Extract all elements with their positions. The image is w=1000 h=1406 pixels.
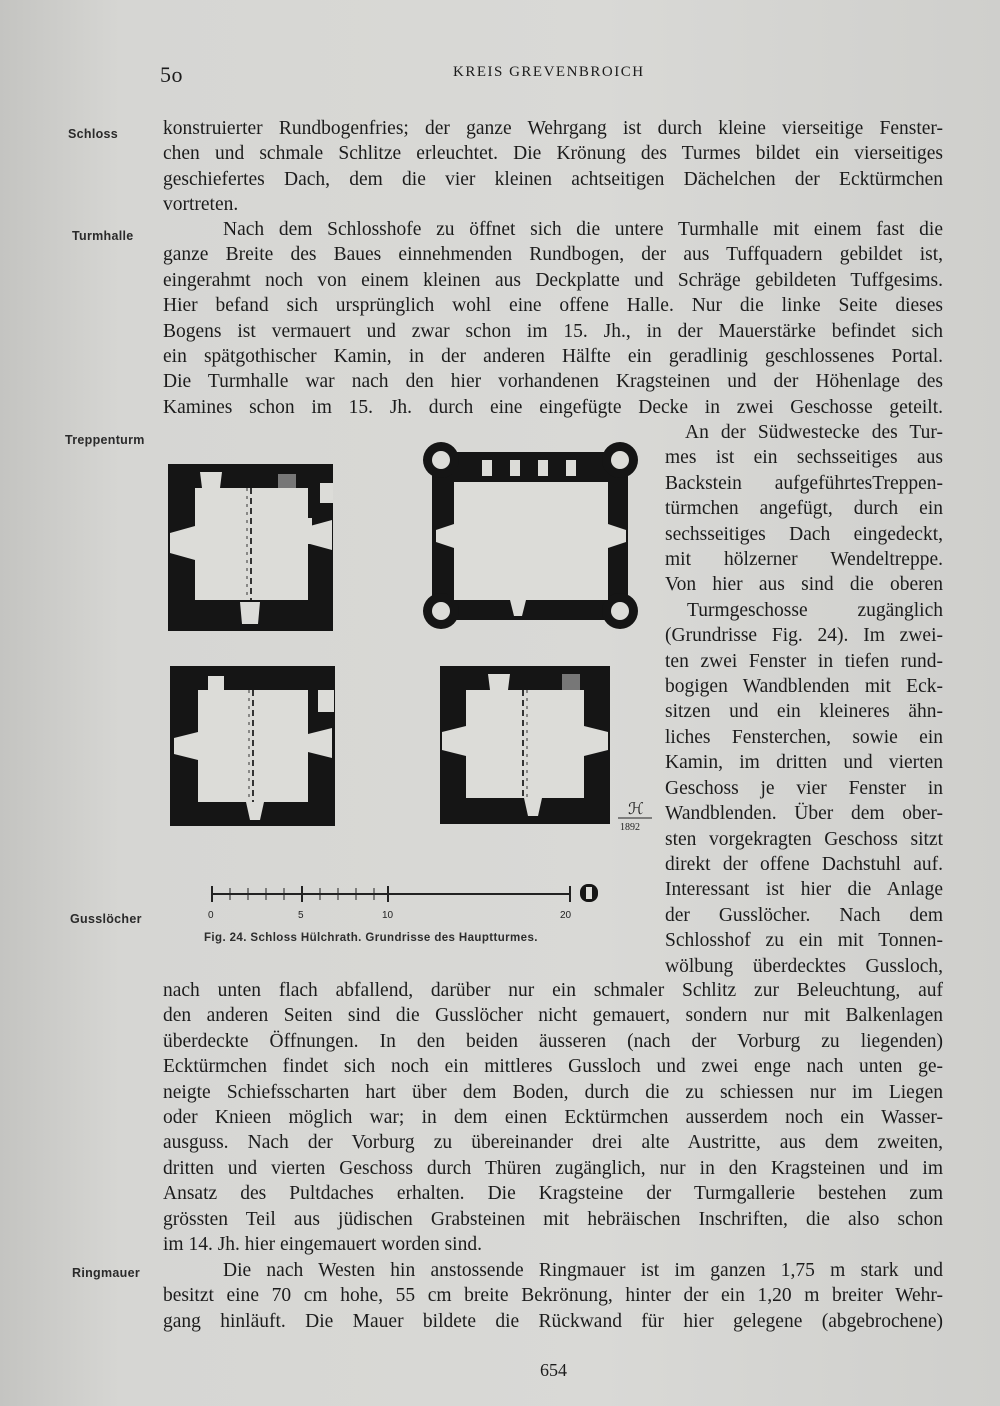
text-line: Kamin, im dritten und vierten xyxy=(665,752,943,774)
text-line: Die nach Westen hin anstossende Ringmauer ist im ganzen 1,75 m stark und xyxy=(223,1260,943,1281)
text-line: Die Turmhalle war nach den hier vorhandenen Kragsteinen und der Höhenlage des xyxy=(163,371,943,393)
text-line: (Grundrisse Fig. 24). Im zwei- xyxy=(665,625,943,647)
floor-plans-drawing xyxy=(160,438,660,958)
text-line: bogigen Wandblenden mit Eck- xyxy=(665,676,943,698)
margin-note-ringmauer: Ringmauer xyxy=(72,1266,140,1280)
paragraph-1 xyxy=(163,116,943,218)
text-line: Von hier aus sind die oberen xyxy=(665,574,943,596)
text-line: türmchen angefügt, durch ein xyxy=(665,498,943,520)
column-text xyxy=(665,420,943,979)
text-line: geschiefertes Dach, dem die vier kleinen achtseitigen Dächelchen der Ecktürmchen xyxy=(163,168,943,190)
paragraph-4 xyxy=(163,1258,943,1334)
text-line: vortreten. xyxy=(163,194,239,216)
text-line: Schlosshof zu ein mit Tonnen- xyxy=(665,930,943,952)
text-line: neigte Schiefsscharten hart über dem Boden, durch die zu schiessen nur im Liegen xyxy=(163,1081,943,1103)
signature-year: 1892 xyxy=(620,822,640,833)
text-line: Kamines schon im 15. Jh. durch eine eingefügte Decke in zwei Geschosse geteilt. xyxy=(163,396,943,418)
text-line: An der Südwestecke des Tur- xyxy=(685,422,943,443)
text-line: Interessant ist hier die Anlage xyxy=(665,879,943,901)
floor-plan-gallery xyxy=(423,442,638,629)
text-line: überdeckte Öffnungen. In den beiden äusseren (nach der Vorburg zu liegenden) xyxy=(163,1030,943,1052)
floor-plan-ground xyxy=(168,464,333,631)
footer-page-number: 654 xyxy=(540,1360,567,1380)
floor-plan-figure xyxy=(160,438,660,958)
text-line: ten zwei Fenster in tiefen rund- xyxy=(665,650,943,672)
text-line: dritten und vierten Geschoss durch Thüren zugänglich, nur in den Kragsteinen und im xyxy=(163,1157,943,1179)
text-line: Ecktürmchen findet sich noch ein mittleres Gussloch und zwei enge nach unten ge- xyxy=(163,1056,943,1078)
text-line: direkt der offene Dachstuhl auf. xyxy=(665,853,943,875)
orientation-icon xyxy=(580,884,598,902)
page-number: 5o xyxy=(160,62,183,87)
text-line: ausguss. Nach der Vorburg zu übereinander drei alte Austritte, aus dem zweiten, xyxy=(163,1132,943,1154)
text-line: Hier befand sich ursprünglich wohl eine offene Halle. Nur die linke Seite dieses xyxy=(163,295,943,317)
text-line: chen und schmale Schlitze erleuchtet. Die Krönung des Turmes bildet ein vierseitiges xyxy=(163,143,943,165)
text-line: grössten Teil aus jüdischen Grabsteinen mit hebräischen Inschriften, die also schon xyxy=(163,1208,943,1230)
margin-note-gussloecher: Gusslöcher xyxy=(70,912,142,926)
text-line: mes ist ein sechsseitiges aus xyxy=(665,447,943,469)
artist-signature xyxy=(618,801,652,833)
floor-plan-second-floor xyxy=(170,666,335,826)
text-line: Bogens ist vermauert und zwar schon im 15. Jh., in der Mauerstärke befindet sich xyxy=(163,320,943,342)
scale-bar xyxy=(208,884,598,921)
text-line: nach unten flach abfallend, darüber nur ein schmaler Schlitz zur Beleuchtung, auf xyxy=(163,980,943,1001)
text-line: wölbung überdecktes Gussloch, xyxy=(665,955,943,977)
paragraph-3 xyxy=(163,978,943,1257)
text-line: sitzen und ein kleineres ähn- xyxy=(665,701,943,723)
text-line: besitzt eine 70 cm hohe, 55 cm breite Bekrönung, hinter der ein 1,20 m breiter Wehr- xyxy=(163,1285,943,1307)
margin-note-treppenturm: Treppenturm xyxy=(65,433,145,447)
text-line: ganze Breite des Baues einnehmenden Rundbogen, der aus Tuffquadern gebildet ist, xyxy=(163,244,943,266)
margin-note-schloss: Schloss xyxy=(68,127,119,141)
text-line: gang hinläuft. Die Mauer bildete die Rückwand für hier gelegene (abgebrochene) xyxy=(163,1310,943,1332)
text-line: Geschoss je vier Fenster in xyxy=(665,777,943,799)
text-line: Wandblenden. Über dem ober- xyxy=(665,803,943,825)
text-line: Ansatz des Pultdaches erhalten. Die Kragsteine der Turmgallerie bestehen zum xyxy=(163,1183,943,1205)
text-line: Backstein aufgeführtesTreppen- xyxy=(665,472,943,494)
text-line: im 14. Jh. hier eingemauert worden sind. xyxy=(163,1234,482,1256)
text-line: eingerahmt noch von einem kleinen aus Deckplatte und Schräge gebildeten Tuffgesims. xyxy=(163,269,943,291)
floor-plan-third-floor xyxy=(440,666,610,824)
text-line: Nach dem Schlosshofe zu öffnet sich die untere Turmhalle mit einem fast die xyxy=(223,219,943,240)
signature-mark: ℋ xyxy=(628,801,644,818)
text-line: sechsseitiges Dach eingedeckt, xyxy=(665,523,943,545)
text-line: liches Fensterchen, sowie ein xyxy=(665,726,943,748)
text-line: mit hölzerner Wendeltreppe. xyxy=(665,549,943,571)
paragraph-2 xyxy=(163,217,943,420)
text-line: den anderen Seiten sind die Gusslöcher nicht gemauert, sondern nur mit Balkenlagen xyxy=(163,1005,943,1027)
scale-label-20: 20 xyxy=(560,910,572,921)
scale-label-5: 5 xyxy=(298,910,304,921)
figure-caption: Fig. 24. Schloss Hülchrath. Grundrisse des Hauptturmes. xyxy=(204,932,538,944)
text-line: oder Knieen möglich war; in dem einen Ecktürmchen ausserdem noch ein Wasser- xyxy=(163,1107,943,1129)
scale-label-0: 0 xyxy=(208,910,214,921)
text-line: Turmgeschosse zugänglich xyxy=(687,599,943,621)
text-line: ein spätgothischer Kamin, in der anderen Hälfte ein geradlinig geschlossenes Portal. xyxy=(163,346,943,368)
text-line: sten vorgekragten Geschoss sitzt xyxy=(665,828,943,850)
scale-label-10: 10 xyxy=(382,910,394,921)
running-title: KREIS GREVENBROICH xyxy=(453,64,645,80)
text-line: der Gusslöcher. Nach dem xyxy=(665,904,943,926)
margin-note-turmhalle: Turmhalle xyxy=(72,229,134,243)
text-line: konstruierter Rundbogenfries; der ganze Wehrgang ist durch kleine vierseitige Fenster- xyxy=(163,118,943,139)
